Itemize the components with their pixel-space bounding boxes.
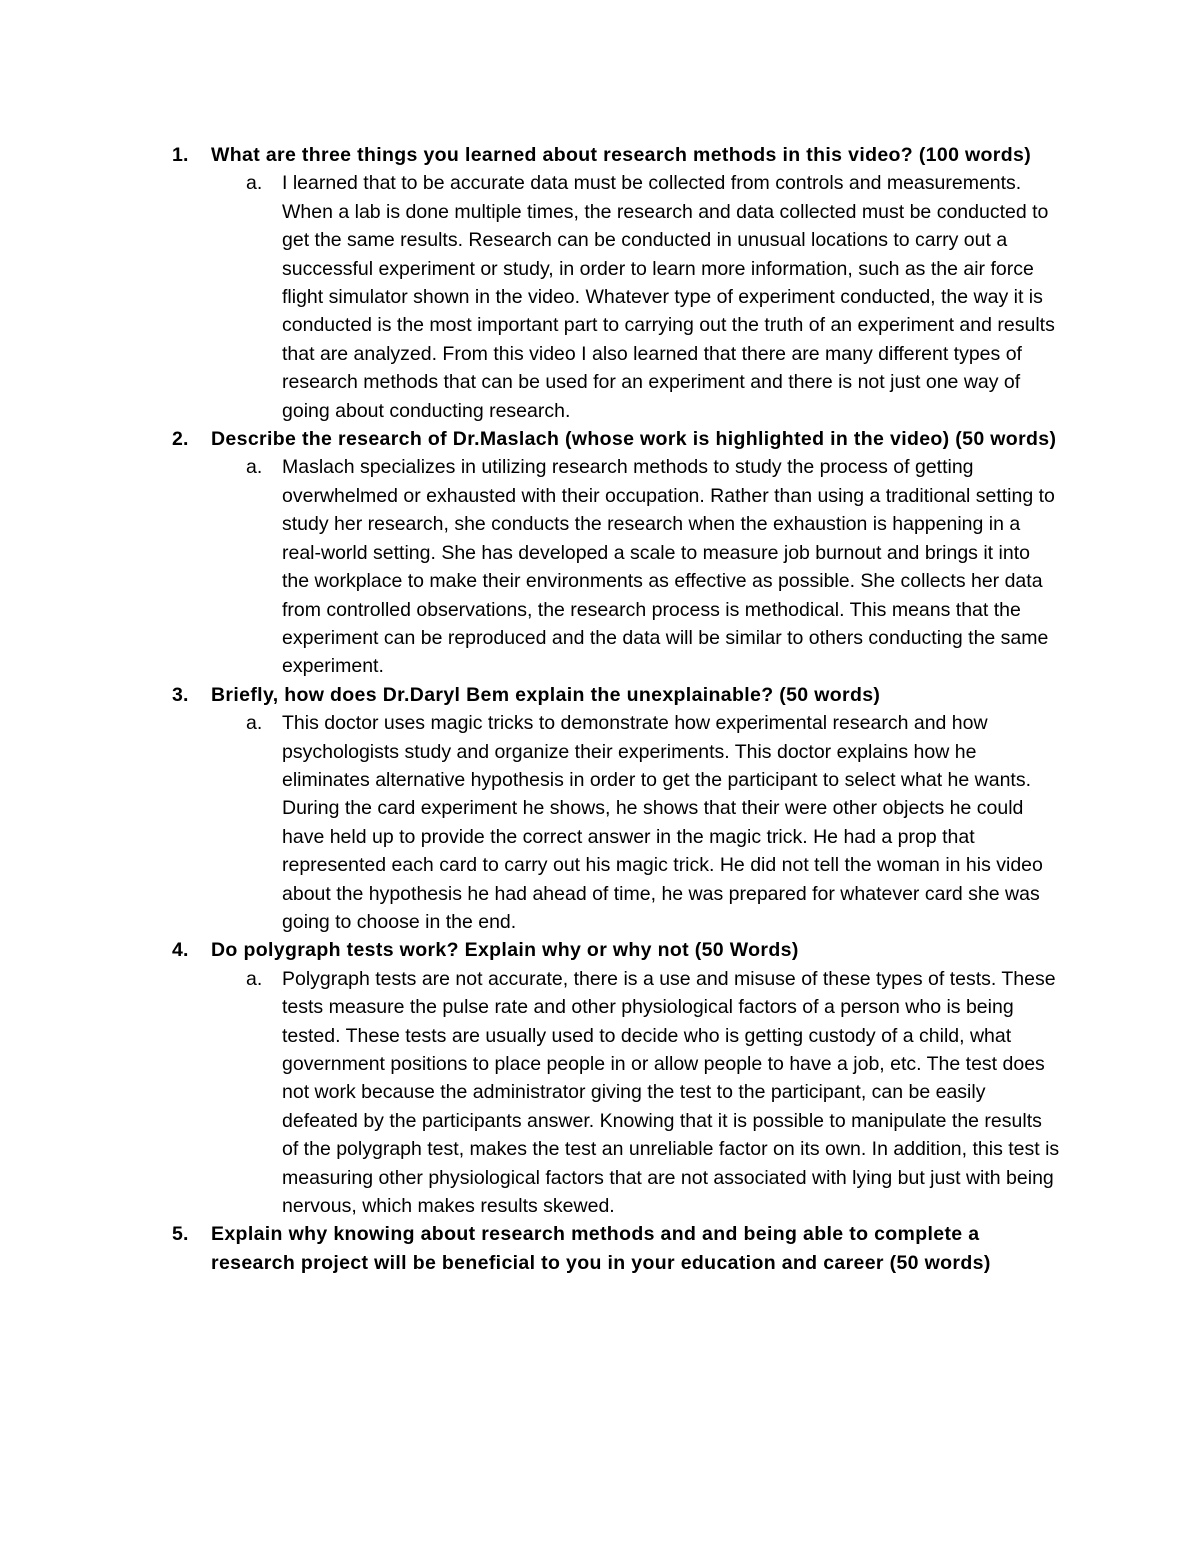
answer-item <box>0 709 1200 936</box>
question-item-2 <box>0 425 1200 681</box>
question-text: Describe the research of Dr.Maslach (whose work is highlighted in the video) (50 words) <box>211 428 1057 451</box>
question-text: Briefly, how does Dr.Daryl Bem explain the unexplainable? (50 words) <box>211 683 881 706</box>
answer-item <box>0 453 1200 680</box>
question-item-5 <box>0 1220 1200 1277</box>
answer-letter: a. <box>246 712 263 735</box>
question-list <box>0 141 1200 1277</box>
question-number: 2. <box>172 428 189 451</box>
question-number: 3. <box>172 683 189 706</box>
question-number: 5. <box>172 1223 189 1246</box>
answer-item <box>0 965 1200 1221</box>
answer-letter: a. <box>246 967 263 990</box>
question-number: 4. <box>172 939 189 962</box>
question-item-3 <box>0 681 1200 937</box>
answer-text: I learned that to be accurate data must be collected from controls and measurements. When a lab is done multiple times, the research and data collected must be conducted to get the same results. Research can be conducted in unusual locations to carry out a successful experiment or study, in order to learn more information, such as the air force flight simulator shown in the video. Whatever type of experiment conducted, the way it is conducted is the most important part to carrying out the truth of an experiment and results that are analyzed. From this video I also learned that there are many different types of research methods that can be used for an experiment and there is not just one way of going about conducting research. <box>282 172 1055 422</box>
answer-item <box>0 169 1200 425</box>
question-text: Do polygraph tests work? Explain why or why not (50 Words) <box>211 939 799 962</box>
answer-text: Maslach specializes in utilizing research methods to study the process of getting overwhelmed or exhausted with their occupation. Rather than using a traditional setting to study her research, she conducts the research when the exhaustion is happening in a real-world setting. She has developed a scale to measure job burnout and brings it into the workplace to make their environments as effective as possible. She collects her data from controlled observations, the research process is methodical. This means that the experiment can be reproduced and the data will be similar to others conducting the same experiment. <box>282 456 1055 678</box>
question-text: Explain why knowing about research methods and and being able to complete a research project will be beneficial to you in your education and career (50 words) <box>211 1223 991 1274</box>
answer-letter: a. <box>246 172 263 195</box>
question-item-1 <box>0 141 1200 425</box>
answer-letter: a. <box>246 456 263 479</box>
answer-text: This doctor uses magic tricks to demonstrate how experimental research and how psychologists study and organize their experiments. This doctor explains how he eliminates alternative hypothesis in order to get the participant to select what he wants. During the card experiment he shows, he shows that their were other objects he could have held up to provide the correct answer in the magic trick. He had a prop that represented each card to carry out his magic trick. He did not tell the woman in his video about the hypothesis he had ahead of time, he was prepared for whatever card she was going to choose in the end. <box>282 712 1043 933</box>
question-item-4 <box>0 936 1200 1220</box>
question-text: What are three things you learned about research methods in this video? (100 words) <box>211 144 1032 166</box>
answer-text: Polygraph tests are not accurate, there is a use and misuse of these types of tests. These tests measure the pulse rate and other physiological factors of a person who is being tested. These tests are usually used to decide who is getting custody of a child, what government positions to place people in or allow people to have a job, etc. The test does not work because the administrator giving the test to the participant, can be easily defeated by the participants answer. Knowing that it is possible to manipulate the results of the polygraph test, makes the test an unreliable factor on its own. In addition, this test is measuring other physiological factors that are not associated with lying but just with being nervous, which makes results skewed. <box>282 967 1060 1218</box>
question-number: 1. <box>172 144 189 166</box>
